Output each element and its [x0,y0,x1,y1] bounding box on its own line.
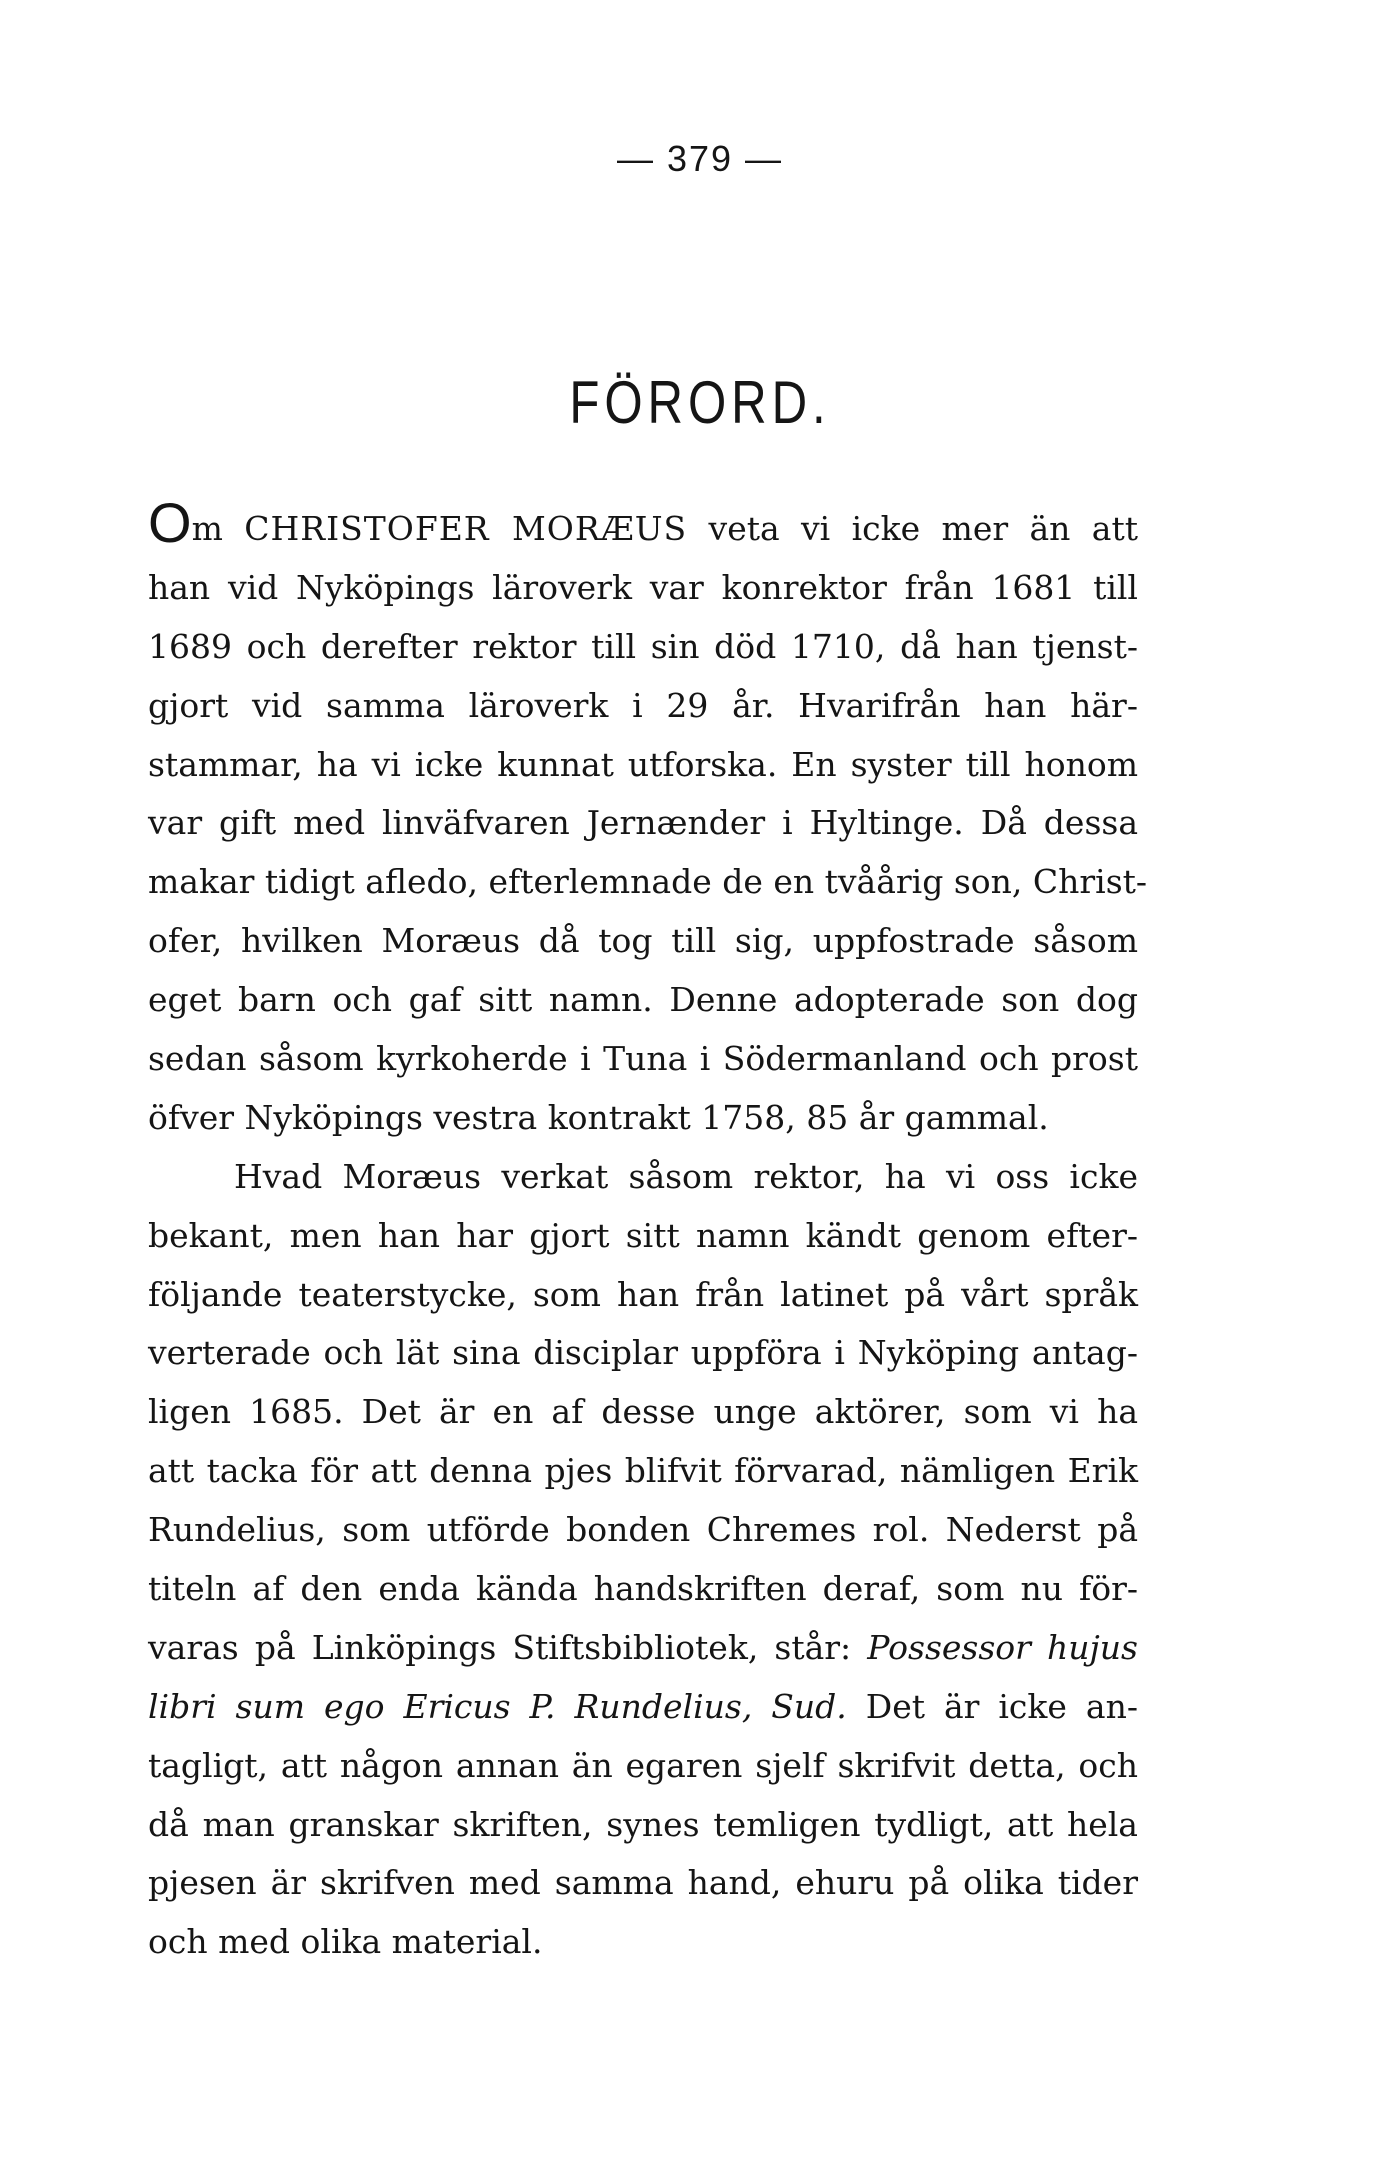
text-fragment: varas på Linköpings Stiftsbibliotek, står: [148,1627,868,1667]
text-line: bekant, men han har gjort sitt namn kändt genom efter- [148,1215,1138,1255]
text-line: eget barn och gaf sitt namn. Denne adopterade son dog [148,980,1138,1020]
text-line: Rundelius, som utförde bonden Chremes rol. Nederst på [148,1510,1138,1550]
text-line: sedan såsom kyrkoherde i Tuna i Södermanland och prost [148,1039,1138,1079]
text-line [148,491,1138,559]
text-line: stammar, ha vi icke kunnat utforska. En syster till honom [148,744,1138,784]
text-line: att tacka för att denna pjes blifvit förvarad, nämligen Erik [148,1451,1138,1491]
text-line: var gift med linväfvaren Jernænder i Hyltinge. Då dessa [148,803,1138,843]
text-line: och med olika material. [148,1922,543,1962]
text-line: 1689 och derefter rektor till sin död 1710, då han tjenst- [148,626,1138,666]
text-line: öfver Nyköpings vestra kontrakt 1758, 85 år gammal. [148,1097,1049,1137]
text-line [148,1619,1138,1678]
text-line: pjesen är skrifven med samma hand, ehuru på olika tider [148,1863,1138,1903]
author-name: CHRISTOFER MORÆUS [244,509,688,548]
text-line: följande teaterstycke, som han från latinet på vårt språk [148,1274,1138,1314]
text-line: verterade och lät sina disciplar uppföra i Nyköping antag- [148,1333,1138,1373]
page-number: — 379 — [616,138,784,179]
text-line: ligen 1685. Det är en af desse unge aktörer, som vi ha [148,1392,1138,1432]
body-text [148,491,1148,1972]
text-line: då man granskar skriften, synes temligen tydligt, att hela [148,1804,1138,1844]
text-line: gjort vid samma läroverk i 29 år. Hvarifrån han här- [148,685,1138,725]
text-line: han vid Nyköpings läroverk var konrektor från 1681 till [148,567,1138,607]
initial-letter: O [148,491,192,554]
text-fragment: m [191,509,245,548]
text-line: ofer, hvilken Moræus då tog till sig, uppfostrade såsom [148,921,1138,961]
page-heading: FÖRORD. [569,369,831,436]
latin-inscription: libri sum ego Ericus P. Rundelius, Sud. [148,1686,847,1726]
text-fragment: veta vi icke mer än att [687,509,1138,548]
text-line: tagligt, att någon annan än egaren sjelf skrifvit detta, och [148,1745,1138,1785]
text-line: Hvad Moræus verkat såsom rektor, ha vi oss icke [234,1156,1138,1196]
latin-inscription: Possessor hujus [867,1627,1138,1667]
text-line [148,1678,1138,1737]
text-line: makar tidigt afledo, efterlemnade de en tvåårig son, Christ- [148,862,1148,902]
text-fragment: Det är icke an- [846,1686,1138,1726]
text-line: titeln af den enda kända handskriften deraf, som nu för- [148,1569,1138,1609]
